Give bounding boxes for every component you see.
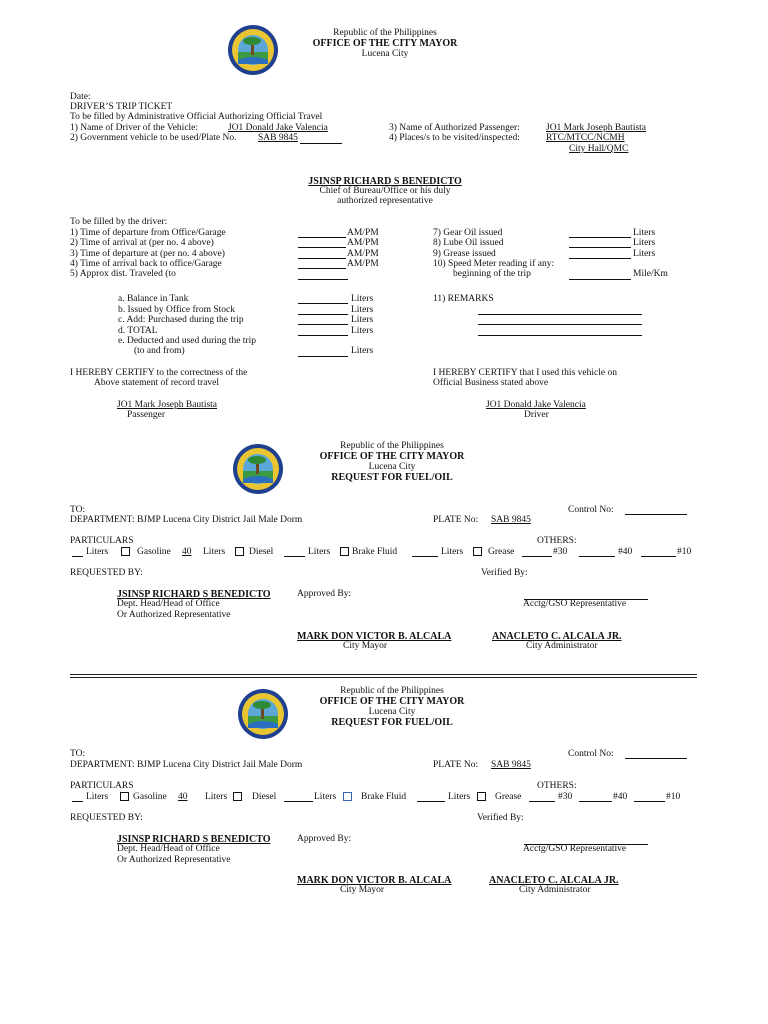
fuel-item-label: d. TOTAL — [118, 326, 158, 336]
certify-right-1: I HEREBY CERTIFY that I used this vehicle on — [433, 368, 617, 378]
plate-label: PLATE No: — [433, 515, 479, 525]
brake-fluid-label: Brake Fluid — [361, 792, 407, 802]
right-item-suffix: Liters — [633, 249, 656, 259]
mayor-title: City Mayor — [340, 885, 385, 895]
grease-30-label: #30 — [558, 792, 573, 802]
header-republic: Republic of the Philippines — [333, 28, 437, 38]
fuel-item-line — [298, 324, 348, 325]
liters-label: Liters — [441, 547, 464, 557]
fuel-item-label: c. Add: Purchased during the trip — [118, 315, 244, 325]
header-office: OFFICE OF THE CITY MAYOR — [312, 38, 458, 49]
vehicle-label: 2) Government vehicle to be used/Plate No. — [70, 133, 237, 143]
fuel-item-line — [298, 314, 348, 315]
left-item-label: 2) Time of arrival at (per no. 4 above) — [70, 238, 214, 248]
diesel-line — [284, 556, 305, 557]
grease-40-line — [579, 801, 612, 802]
left-item-suffix: AM/PM — [347, 228, 379, 238]
liters-label: Liters — [203, 547, 226, 557]
vehicle-plate: SAB 9845 — [258, 133, 298, 143]
requester-title-2: Or Authorized Representative — [117, 855, 231, 865]
requester-title-1: Dept. Head/Head of Office — [117, 844, 220, 854]
fuel-item-suffix: Liters — [351, 305, 374, 315]
particulars-label: PARTICULARS — [70, 536, 134, 546]
grease-10-line — [641, 556, 676, 557]
brake-fluid-line — [417, 801, 445, 802]
right-item-line — [569, 247, 631, 248]
header-office: OFFICE OF THE CITY MAYOR — [319, 696, 465, 707]
places-label: 4) Places/s to be visited/inspected: — [389, 133, 520, 143]
fuel-item-suffix: Liters — [351, 326, 374, 336]
left-item-label: 4) Time of arrival back to office/Garage — [70, 259, 222, 269]
approved-by-label: Approved By: — [297, 834, 352, 844]
control-no-line — [625, 758, 687, 759]
verifier-title: Acctg/GSO Representative — [523, 599, 627, 609]
liters-label: Liters — [205, 792, 228, 802]
authorizer-title-2: authorized representative — [337, 196, 433, 206]
left-item-line — [298, 237, 346, 238]
brake-fluid-line — [412, 556, 438, 557]
liters-label: Liters — [448, 792, 471, 802]
brake-fluid-label: Brake Fluid — [352, 547, 398, 557]
right-item-label: 9) Grease issued — [433, 249, 496, 259]
gasoline-quantity: 40 — [182, 547, 192, 557]
diesel-label: Diesel — [249, 547, 274, 557]
fuel-item-label: a. Balance in Tank — [118, 294, 189, 304]
verifier-title: Acctg/GSO Representative — [523, 844, 627, 854]
certify-right-2: Official Business stated above — [433, 378, 549, 388]
mayor-name: MARK DON VICTOR B. ALCALA — [297, 631, 452, 642]
control-no-label: Control No: — [568, 505, 614, 515]
grease-label: Grease — [495, 792, 522, 802]
left-item-suffix: AM/PM — [347, 238, 379, 248]
fuel-item-suffix: Liters — [351, 294, 374, 304]
grease-checkbox[interactable] — [477, 792, 486, 801]
grease-30-label: #30 — [553, 547, 568, 557]
fuel-item-line — [298, 303, 348, 304]
others-label: OTHERS: — [537, 536, 577, 546]
left-item-label: 5) Approx dist. Traveled (to — [70, 269, 176, 279]
remarks-line — [478, 335, 642, 336]
gasoline-label: Gasoline — [133, 792, 167, 802]
department: DEPARTMENT: BJMP Lucena City District Jail Male Dorm — [70, 760, 303, 770]
section-divider — [70, 674, 697, 675]
plate-label: PLATE No: — [433, 760, 479, 770]
grease-10-line — [634, 801, 665, 802]
header-office: OFFICE OF THE CITY MAYOR — [319, 451, 465, 462]
fuel-item-suffix: Liters — [351, 315, 374, 325]
passenger-signature-role: Passenger — [127, 410, 165, 420]
left-item-suffix: AM/PM — [347, 259, 379, 269]
fuel-item-label: b. Issued by Office from Stock — [118, 305, 235, 315]
header-city: Lucena City — [368, 462, 416, 472]
ticket-title: DRIVER’S TRIP TICKET — [70, 102, 173, 112]
certify-left-1: I HEREBY CERTIFY to the correctness of the — [70, 368, 248, 378]
right-item-suffix: Liters — [633, 238, 656, 248]
right-item-line — [569, 237, 631, 238]
requested-by-label: REQUESTED BY: — [70, 568, 143, 578]
to-label: TO: — [70, 749, 86, 759]
grease-10-label: #10 — [666, 792, 681, 802]
fuel-item-line — [298, 335, 348, 336]
grease-40-label: #40 — [618, 547, 633, 557]
grease-30-line — [529, 801, 555, 802]
gasoline-checkbox[interactable] — [120, 792, 129, 801]
grease-30-line — [522, 556, 552, 557]
certify-left-2: Above statement of record travel — [94, 378, 220, 388]
remarks-line — [478, 314, 642, 315]
grease-10-label: #10 — [677, 547, 692, 557]
city-seal-icon — [237, 688, 289, 740]
particulars-label: PARTICULARS — [70, 781, 134, 791]
requester-title-1: Dept. Head/Head of Office — [117, 599, 220, 609]
right-item-label: 8) Lube Oil issued — [433, 238, 504, 248]
mayor-name: MARK DON VICTOR B. ALCALA — [297, 875, 452, 886]
grease-checkbox[interactable] — [473, 547, 482, 556]
driver-name-label: 1) Name of Driver of the Vehicle: — [70, 123, 199, 133]
liters-label: Liters — [308, 547, 331, 557]
control-no-line — [625, 514, 687, 515]
diesel-label: Diesel — [252, 792, 277, 802]
diesel-checkbox[interactable] — [235, 547, 244, 556]
header-city: Lucena City — [361, 49, 409, 59]
approved-by-label: Approved By: — [297, 589, 352, 599]
city-seal-icon — [227, 24, 279, 76]
brake-fluid-checkbox[interactable] — [340, 547, 349, 556]
left-item-suffix: AM/PM — [347, 249, 379, 259]
admin-note: To be filled by Administrative Official Authorizing Official Travel — [70, 112, 323, 122]
administrator-title: City Administrator — [526, 641, 598, 651]
liters-label: Liters — [86, 547, 109, 557]
left-item-line — [298, 247, 346, 248]
remarks-line — [478, 324, 642, 325]
places-line-1: RTC/MTCC/NCMH — [546, 133, 625, 143]
right-item-suffix: Liters — [633, 228, 656, 238]
gasoline-label: Gasoline — [137, 547, 171, 557]
diesel-line — [284, 801, 313, 802]
right-item-line — [569, 258, 631, 259]
requested-by-label: REQUESTED BY: — [70, 813, 143, 823]
left-item-line — [298, 258, 346, 259]
grease-40-label: #40 — [613, 792, 628, 802]
request-title: REQUEST FOR FUEL/OIL — [331, 717, 453, 728]
authorizer-title-1: Chief of Bureau/Office or his duly — [319, 186, 451, 196]
city-seal-icon — [232, 443, 284, 495]
control-no-label: Control No: — [568, 749, 614, 759]
liters-label: Liters — [86, 792, 109, 802]
gasoline-checkbox[interactable] — [121, 547, 130, 556]
passenger-label: 3) Name of Authorized Passenger: — [389, 123, 520, 133]
liters-line — [72, 801, 83, 802]
places-line-2: City Hall/QMC — [569, 144, 629, 154]
request-title: REQUEST FOR FUEL/OIL — [331, 472, 453, 483]
verified-by-label: Verified By: — [477, 813, 524, 823]
plate-number: SAB 9845 — [491, 760, 531, 770]
driver-note: To be filled by the driver: — [70, 217, 168, 227]
speed-line — [569, 279, 631, 280]
grease-label: Grease — [488, 547, 515, 557]
left-item-line — [298, 268, 346, 269]
brake-fluid-checkbox[interactable] — [343, 792, 352, 801]
date-label: Date: — [70, 92, 91, 102]
diesel-checkbox[interactable] — [233, 792, 242, 801]
liters-line — [72, 556, 83, 557]
requester-name: JSINSP RICHARD S BENEDICTO — [117, 589, 271, 600]
liters-label: Liters — [314, 792, 337, 802]
driver-signature-role: Driver — [524, 410, 549, 420]
fuel-item-line — [298, 356, 348, 357]
department: DEPARTMENT: BJMP Lucena City District Jail Male Dorm — [70, 515, 303, 525]
left-item-label: 3) Time of departure at (per no. 4 above) — [70, 249, 225, 259]
administrator-name: ANACLETO C. ALCALA JR. — [492, 631, 622, 642]
speed-sub-label: beginning of the trip — [453, 269, 531, 279]
others-label: OTHERS: — [537, 781, 577, 791]
left-item-label: 1) Time of departure from Office/Garage — [70, 228, 226, 238]
requester-name: JSINSP RICHARD S BENEDICTO — [117, 834, 271, 845]
authorizer-name: JSINSP RICHARD S BENEDICTO — [308, 176, 462, 187]
driver-name: JO1 Donald Jake Valencia — [228, 123, 328, 133]
driver-signature-name: JO1 Donald Jake Valencia — [486, 400, 586, 410]
verified-by-label: Verified By: — [481, 568, 528, 578]
header-republic: Republic of the Philippines — [340, 441, 444, 451]
passenger-name: JO1 Mark Joseph Bautista — [546, 123, 647, 133]
passenger-signature-name: JO1 Mark Joseph Bautista — [117, 400, 218, 410]
fuel-e-sub-label: (to and from) — [134, 346, 185, 356]
left-item-line — [298, 279, 348, 280]
requester-title-2: Or Authorized Representative — [117, 610, 231, 620]
vehicle-plate-line — [300, 143, 342, 144]
administrator-name: ANACLETO C. ALCALA JR. — [489, 875, 619, 886]
mayor-title: City Mayor — [343, 641, 388, 651]
remarks-label: 11) REMARKS — [433, 294, 494, 304]
section-divider — [70, 677, 697, 678]
header-city: Lucena City — [368, 707, 416, 717]
right-item-label: 7) Gear Oil issued — [433, 228, 503, 238]
plate-number: SAB 9845 — [491, 515, 531, 525]
administrator-title: City Administrator — [519, 885, 591, 895]
right-item-label: 10) Speed Meter reading if any: — [433, 259, 555, 269]
fuel-item-suffix: Liters — [351, 346, 374, 356]
fuel-item-label: e. Deducted and used during the trip — [118, 336, 256, 346]
gasoline-quantity: 40 — [178, 792, 188, 802]
grease-40-line — [579, 556, 615, 557]
speed-unit: Mile/Km — [633, 269, 668, 279]
to-label: TO: — [70, 505, 86, 515]
header-republic: Republic of the Philippines — [340, 686, 444, 696]
